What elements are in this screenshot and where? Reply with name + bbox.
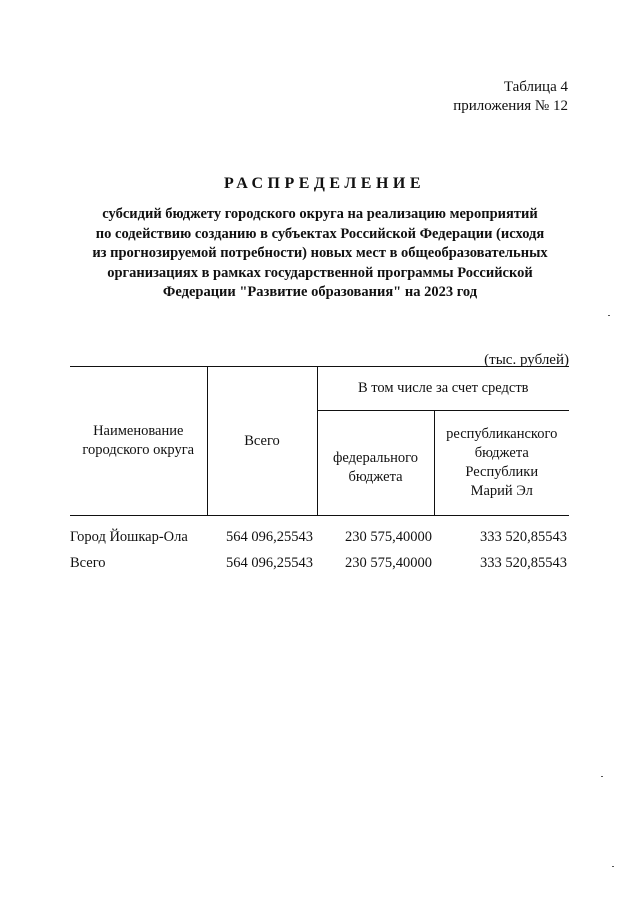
row-total: 564 096,25543 bbox=[226, 528, 313, 545]
row-republic: 333 520,85543 bbox=[480, 554, 567, 571]
row-total: 564 096,25543 bbox=[226, 554, 313, 571]
header-federal bbox=[317, 411, 434, 516]
appendix-number: приложения № 12 bbox=[453, 98, 568, 114]
table-number: Таблица 4 bbox=[503, 79, 568, 95]
row-name: Всего bbox=[70, 554, 106, 571]
subtitle-line: из прогнозируемой потребности) новых мест в общеобразовательных bbox=[92, 245, 548, 261]
header-republic-line: бюджета bbox=[474, 445, 529, 461]
table-row-total bbox=[70, 550, 569, 576]
header-republic-line: республиканского bbox=[446, 426, 558, 442]
header-federal-line: бюджета bbox=[348, 469, 403, 485]
table-row bbox=[70, 516, 569, 551]
appendix-reference bbox=[453, 78, 568, 116]
subtitle-line: субсидий бюджету городского округа на реализацию мероприятий bbox=[102, 206, 538, 222]
header-republic-line: Марий Эл bbox=[470, 483, 533, 499]
subtitle-line: организациях в рамках государственной программы Российской bbox=[107, 264, 533, 281]
scan-speck bbox=[612, 866, 614, 867]
scan-speck bbox=[608, 315, 610, 316]
header-name bbox=[70, 367, 207, 516]
units-label: (тыс. рублей) bbox=[484, 352, 569, 368]
document-title: РАСПРЕДЕЛЕНИЕ bbox=[223, 175, 426, 192]
header-including: В том числе за счет средств bbox=[317, 367, 569, 411]
scan-speck bbox=[601, 776, 603, 777]
row-name: Город Йошкар-Ола bbox=[70, 528, 188, 545]
header-republic-line: Республики bbox=[465, 464, 539, 480]
subtitle-line: по содействию созданию в субъектах Российской Федерации (исходя bbox=[95, 225, 545, 242]
distribution-table bbox=[70, 366, 569, 576]
header-federal-line: федерального bbox=[333, 450, 418, 466]
document-subtitle bbox=[70, 205, 570, 303]
row-federal: 230 575,40000 bbox=[345, 528, 432, 545]
header-total: Всего bbox=[207, 367, 317, 516]
header-name-line: Наименование bbox=[93, 423, 184, 439]
table-header bbox=[70, 367, 569, 516]
subtitle-line: Федерации "Развитие образования" на 2023 год bbox=[162, 284, 478, 300]
header-name-line: городского округа bbox=[82, 442, 195, 458]
row-republic: 333 520,85543 bbox=[480, 528, 567, 545]
table-body bbox=[70, 516, 569, 577]
header-republic bbox=[434, 411, 569, 516]
row-federal: 230 575,40000 bbox=[345, 554, 432, 571]
